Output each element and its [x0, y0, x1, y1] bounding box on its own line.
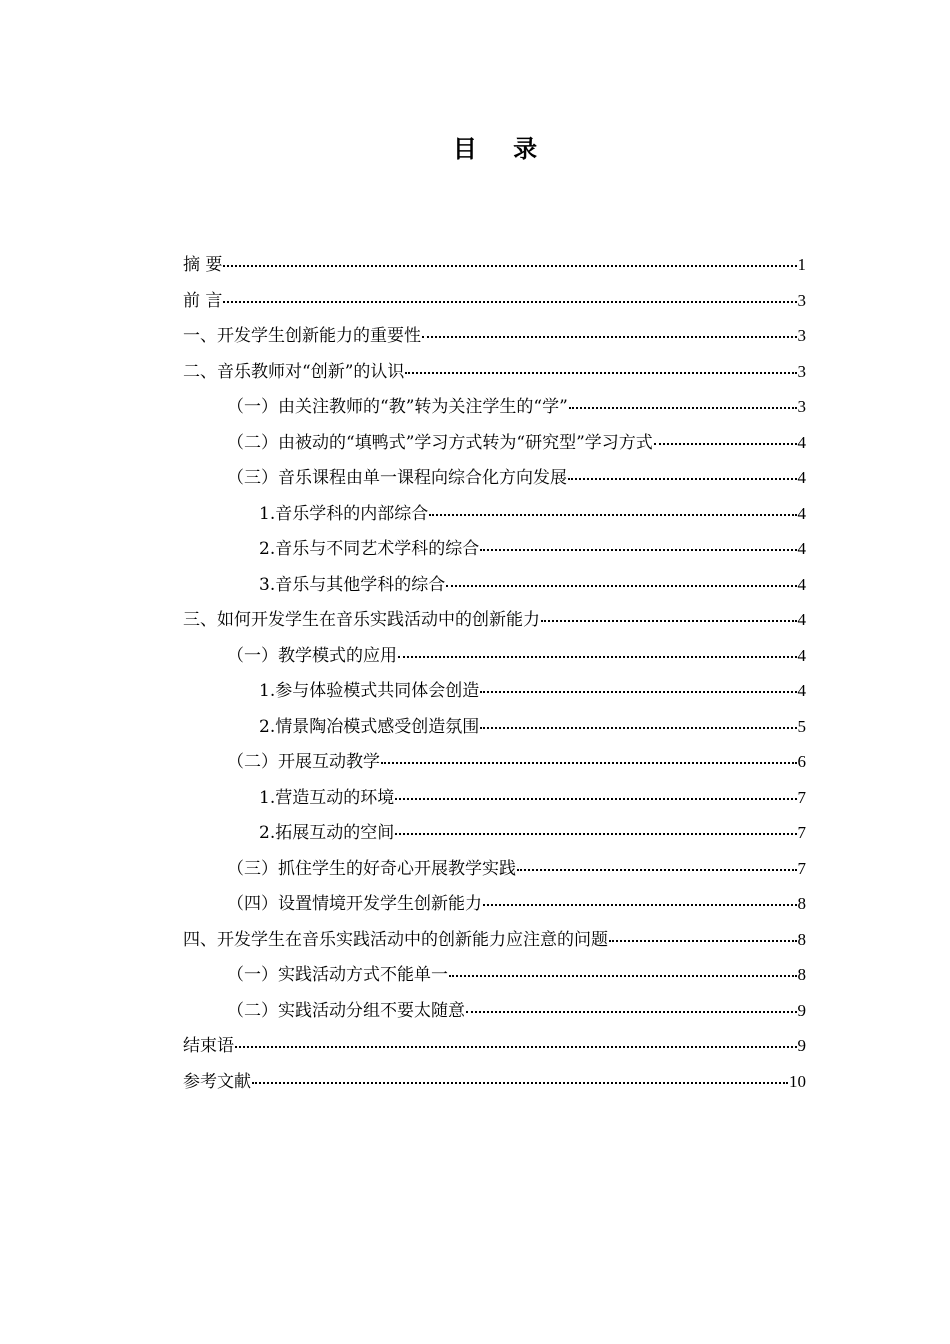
toc-entry-page-number: 9 — [797, 1036, 806, 1055]
toc-entry-page-number: 8 — [797, 894, 806, 913]
toc-entry[interactable] — [183, 570, 806, 606]
toc-entry[interactable] — [183, 641, 806, 677]
toc-dot-leader — [223, 300, 796, 303]
toc-entry[interactable] — [183, 605, 806, 641]
toc-dot-leader — [480, 726, 796, 729]
toc-entry[interactable] — [183, 889, 806, 925]
toc-entry-page-number: 4 — [797, 681, 806, 700]
toc-entry-page-number: 4 — [797, 503, 806, 523]
toc-entry-page-number: 1 — [797, 255, 806, 274]
toc-entry[interactable] — [183, 534, 806, 570]
toc-dot-leader — [483, 903, 797, 906]
toc-dot-leader — [395, 797, 796, 800]
toc-dot-leader — [252, 1081, 788, 1084]
toc-entry[interactable] — [183, 676, 806, 712]
toc-entry[interactable] — [183, 712, 806, 748]
toc-entry-label: 1.参与体验模式共同体会创造 — [259, 681, 480, 701]
toc-dot-leader — [466, 1010, 797, 1013]
toc-entry-label: 2.拓展互动的空间 — [259, 823, 395, 843]
toc-entry-page-number: 4 — [797, 432, 806, 452]
toc-entry-label: （二）实践活动分组不要太随意 — [227, 1000, 465, 1021]
toc-dot-leader — [446, 584, 796, 587]
toc-entry-page-number: 4 — [797, 610, 806, 629]
toc-entry-page-number: 5 — [797, 716, 806, 736]
toc-entry[interactable] — [183, 818, 806, 854]
toc-entry[interactable] — [183, 250, 806, 286]
toc-dot-leader — [517, 868, 797, 871]
toc-title: 目 录 — [452, 134, 552, 163]
toc-entry-label: 三、如何开发学生在音乐实践活动中的创新能力 — [183, 610, 540, 630]
toc-entry[interactable] — [183, 357, 806, 393]
toc-entry-label: 1.音乐学科的内部综合 — [259, 503, 429, 524]
toc-dot-leader — [398, 655, 797, 658]
toc-entry[interactable] — [183, 783, 806, 819]
toc-entry[interactable] — [183, 321, 806, 357]
toc-entry-label: 摘 要 — [183, 255, 223, 275]
toc-entry-label: （一）由关注教师的“教”转为关注学生的“学” — [227, 397, 568, 417]
toc-dot-leader — [480, 548, 796, 551]
toc-entry[interactable] — [183, 1031, 806, 1067]
toc-entry-label: 一、开发学生创新能力的重要性 — [183, 326, 421, 346]
toc-entry-page-number: 8 — [797, 929, 806, 949]
toc-entry[interactable] — [183, 996, 806, 1032]
toc-entry-label: （三）抓住学生的好奇心开展教学实践 — [227, 858, 516, 879]
toc-entry-page-number: 3 — [797, 361, 806, 381]
toc-entry-page-number: 4 — [797, 468, 806, 487]
toc-entry-page-number: 7 — [797, 823, 806, 842]
toc-entry-label: 参考文献 — [183, 1071, 251, 1092]
toc-entry[interactable] — [183, 854, 806, 890]
toc-dot-leader — [480, 690, 796, 693]
toc-dot-leader — [569, 406, 797, 409]
toc-entry-label: 前 言 — [183, 290, 223, 311]
toc-dot-leader — [541, 619, 797, 622]
toc-entry-label: （二）开展互动教学 — [227, 752, 380, 772]
toc-entry-label: 四、开发学生在音乐实践活动中的创新能力应注意的问题 — [183, 929, 608, 950]
toc-entry-page-number: 6 — [797, 752, 806, 771]
toc-entry[interactable] — [183, 392, 806, 428]
toc-entry-page-number: 4 — [797, 574, 806, 594]
toc-entry-page-number: 4 — [797, 645, 806, 665]
toc-dot-leader — [654, 442, 797, 445]
toc-entry[interactable] — [183, 747, 806, 783]
toc-entry-label: 二、音乐教师对“创新”的认识 — [183, 361, 405, 382]
toc-entry[interactable] — [183, 428, 806, 464]
toc-entry-label: （一）实践活动方式不能单一 — [227, 965, 448, 985]
toc-dot-leader — [568, 477, 797, 480]
toc-dot-leader — [405, 371, 796, 374]
toc-entry[interactable] — [183, 960, 806, 996]
toc-entry-label: 3.音乐与其他学科的综合 — [259, 574, 446, 595]
toc-dot-leader — [395, 832, 796, 835]
toc-entry-label: （四）设置情境开发学生创新能力 — [227, 894, 482, 914]
toc-entry-page-number: 7 — [797, 787, 806, 807]
toc-dot-leader — [223, 264, 796, 267]
toc-dot-leader — [609, 939, 797, 942]
toc-entry-label: 结束语 — [183, 1036, 234, 1056]
toc-dot-leader — [449, 974, 797, 977]
toc-dot-leader — [422, 335, 797, 338]
toc-entry-label: （三）音乐课程由单一课程向综合化方向发展 — [227, 468, 567, 488]
toc-entry-page-number: 8 — [797, 965, 806, 984]
toc-entry-page-number: 10 — [789, 1071, 806, 1091]
toc-entry[interactable] — [183, 499, 806, 535]
toc-entry-page-number: 3 — [797, 397, 806, 416]
toc-entry[interactable] — [183, 1067, 806, 1103]
toc-dot-leader — [381, 761, 797, 764]
toc-dot-leader — [429, 513, 796, 516]
toc-entry-page-number: 3 — [797, 326, 806, 345]
toc-entry-page-number: 7 — [797, 858, 806, 878]
toc-entry[interactable] — [183, 286, 806, 322]
toc-list — [183, 250, 806, 1102]
toc-entry[interactable] — [183, 463, 806, 499]
toc-entry-label: （一）教学模式的应用 — [227, 645, 397, 666]
toc-dot-leader — [235, 1045, 797, 1048]
toc-entry-page-number: 3 — [797, 290, 806, 310]
toc-entry-page-number: 9 — [797, 1000, 806, 1020]
toc-entry-page-number: 4 — [797, 539, 806, 558]
toc-entry[interactable] — [183, 925, 806, 961]
toc-entry-label: 2.情景陶冶模式感受创造氛围 — [259, 716, 480, 737]
toc-entry-label: （二）由被动的“填鸭式”学习方式转为“研究型”学习方式 — [227, 432, 653, 453]
toc-entry-label: 1.营造互动的环境 — [259, 787, 395, 808]
toc-entry-label: 2.音乐与不同艺术学科的综合 — [259, 539, 480, 559]
